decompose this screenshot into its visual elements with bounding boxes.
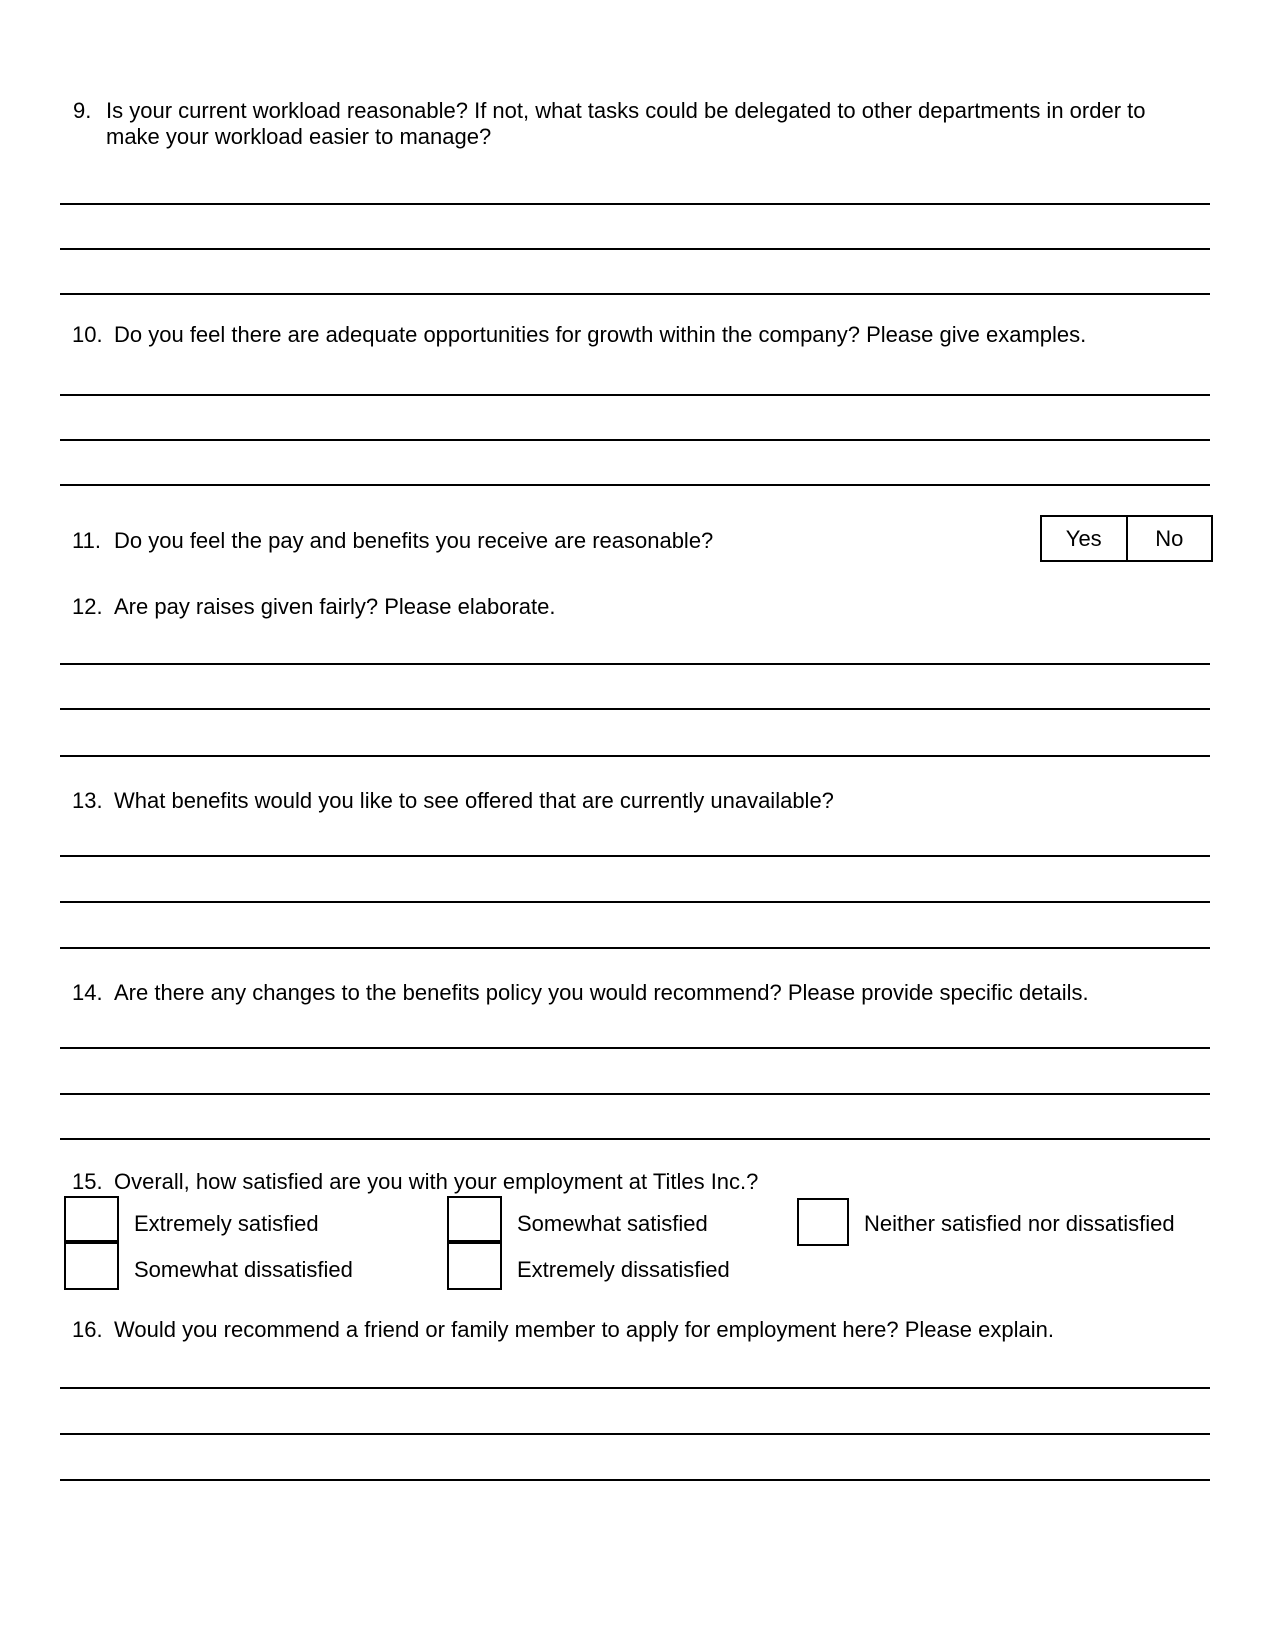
question-9-number: 9. bbox=[73, 98, 92, 123]
question-16-text: Would you recommend a friend or family member to apply for employment here? Please explain. bbox=[114, 1317, 1054, 1342]
question-9 bbox=[73, 98, 1156, 150]
answer-line-q16-3[interactable] bbox=[60, 1479, 1210, 1481]
answer-line-q10-1[interactable] bbox=[60, 394, 1210, 396]
answer-line-q13-1[interactable] bbox=[60, 855, 1210, 857]
question-10-number: 10. bbox=[72, 322, 103, 347]
question-13-text: What benefits would you like to see offered that are currently unavailable? bbox=[114, 788, 834, 813]
question-14 bbox=[72, 980, 1089, 1006]
question-10 bbox=[72, 322, 1086, 348]
question-12-number: 12. bbox=[72, 594, 103, 619]
question-14-text: Are there any changes to the benefits policy you would recommend? Please provide specific details. bbox=[114, 980, 1089, 1005]
answer-line-q14-2[interactable] bbox=[60, 1093, 1210, 1095]
answer-line-q12-2[interactable] bbox=[60, 708, 1210, 710]
label-neither-satisfied-nor-dissatisfied: Neither satisfied nor dissatisfied bbox=[864, 1211, 1175, 1236]
question-12-text: Are pay raises given fairly? Please elaborate. bbox=[114, 594, 556, 619]
checkbox-somewhat-dissatisfied[interactable] bbox=[64, 1242, 119, 1290]
answer-line-q12-1[interactable] bbox=[60, 663, 1210, 665]
question-14-number: 14. bbox=[72, 980, 103, 1005]
answer-line-q16-1[interactable] bbox=[60, 1387, 1210, 1389]
question-11 bbox=[72, 528, 713, 554]
q11-no-cell[interactable]: No bbox=[1126, 517, 1212, 560]
answer-line-q13-3[interactable] bbox=[60, 947, 1210, 949]
question-9-text: Is your current workload reasonable? If not, what tasks could be delegated to other departments in order to make your workload easier to manage? bbox=[106, 98, 1146, 149]
question-16 bbox=[72, 1317, 1054, 1343]
answer-line-q9-3[interactable] bbox=[60, 293, 1210, 295]
answer-line-q12-3[interactable] bbox=[60, 755, 1210, 757]
checkbox-somewhat-satisfied[interactable] bbox=[447, 1196, 502, 1242]
label-extremely-dissatisfied: Extremely dissatisfied bbox=[517, 1257, 730, 1282]
answer-line-q9-1[interactable] bbox=[60, 203, 1210, 205]
answer-line-q13-2[interactable] bbox=[60, 901, 1210, 903]
question-12 bbox=[72, 594, 555, 620]
answer-line-q14-1[interactable] bbox=[60, 1047, 1210, 1049]
q11-yes-cell[interactable]: Yes bbox=[1065, 525, 1102, 551]
label-somewhat-dissatisfied: Somewhat dissatisfied bbox=[134, 1257, 353, 1282]
checkbox-extremely-dissatisfied[interactable] bbox=[447, 1242, 502, 1290]
answer-line-q14-3[interactable] bbox=[60, 1138, 1210, 1140]
answer-line-q10-3[interactable] bbox=[60, 484, 1210, 486]
question-11-text: Do you feel the pay and benefits you receive are reasonable? bbox=[114, 528, 714, 553]
answer-line-q16-2[interactable] bbox=[60, 1433, 1210, 1435]
question-11-number: 11. bbox=[72, 528, 101, 553]
question-15-text: Overall, how satisfied are you with your employment at Titles Inc.? bbox=[114, 1169, 759, 1194]
answer-line-q9-2[interactable] bbox=[60, 248, 1210, 250]
question-15 bbox=[72, 1169, 758, 1195]
label-extremely-satisfied: Extremely satisfied bbox=[134, 1211, 319, 1236]
question-10-text: Do you feel there are adequate opportunities for growth within the company? Please give examples. bbox=[114, 322, 1087, 347]
label-somewhat-satisfied: Somewhat satisfied bbox=[517, 1211, 708, 1236]
checkbox-neither-satisfied-nor-dissatisfied[interactable] bbox=[797, 1198, 849, 1246]
checkbox-extremely-satisfied[interactable] bbox=[64, 1196, 119, 1242]
answer-line-q10-2[interactable] bbox=[60, 439, 1210, 441]
q11-yes-no-box bbox=[1040, 515, 1213, 562]
question-15-number: 15. bbox=[72, 1169, 103, 1194]
question-13-number: 13. bbox=[72, 788, 103, 813]
question-13 bbox=[72, 788, 834, 814]
question-16-number: 16. bbox=[72, 1317, 103, 1342]
